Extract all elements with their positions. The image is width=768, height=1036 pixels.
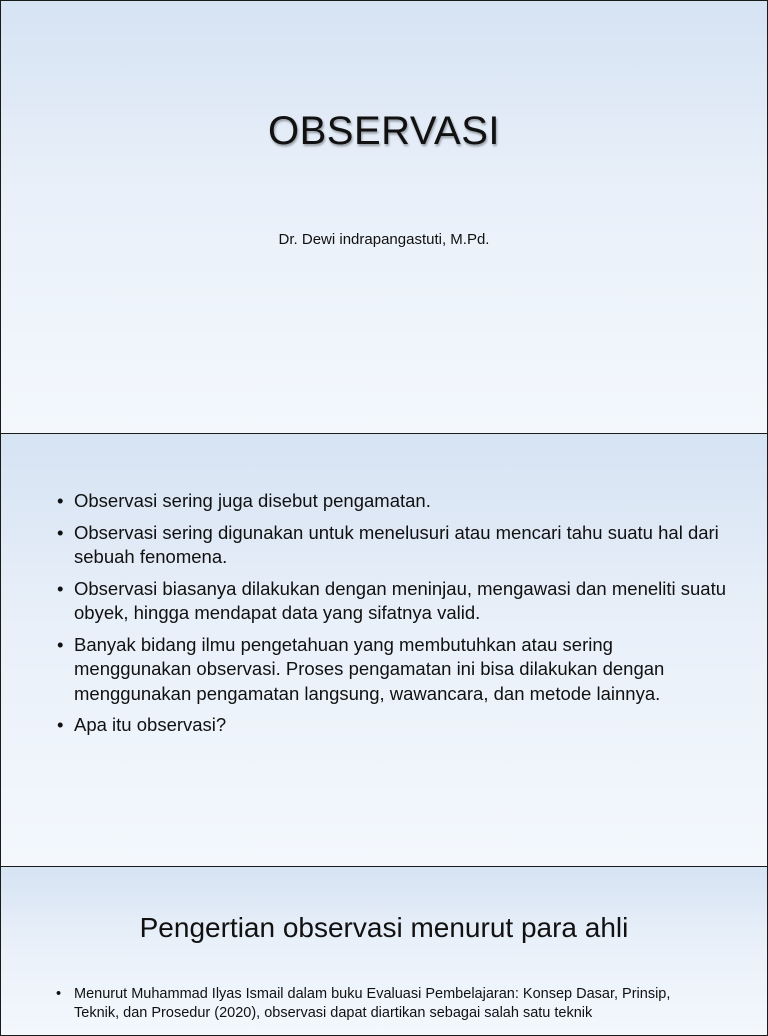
- bullet-text: Banyak bidang ilmu pengetahuan yang membutuhkan atau sering menggunakan observasi. Proses pengamatan ini bisa dilakukan dengan menggunakan pengamatan langsung, wawancara, dan metode lainnya.: [74, 633, 665, 704]
- definition-list: [56, 985, 711, 1023]
- bullet-icon: •: [57, 521, 64, 543]
- slide-bullets: [0, 433, 768, 867]
- definition-item: [56, 985, 711, 1023]
- bullet-icon: •: [57, 633, 64, 655]
- definition-text: Menurut Muhammad Ilyas Ismail dalam buku Evaluasi Pembelajaran: Konsep Dasar, Prinsip, Teknik, dan Prosedur (2020), observasi dapat diartikan sebagai salah satu teknik: [74, 986, 671, 1021]
- slide-definitions-heading: Pengertian observasi menurut para ahli: [139, 912, 629, 943]
- bullet-text: Observasi sering juga disebut pengamatan.: [74, 490, 431, 511]
- bullet-text: Apa itu observasi?: [74, 714, 227, 735]
- bullet-icon: •: [56, 986, 62, 1002]
- bullet-icon: •: [57, 490, 64, 511]
- bullet-item: [57, 713, 727, 738]
- bullet-item: [57, 521, 727, 570]
- bullet-icon: •: [57, 577, 64, 599]
- slide-definitions: [0, 866, 768, 1036]
- bullet-text: Observasi sering digunakan untuk menelusuri atau mencari tahu suatu hal dari sebuah fenomena.: [74, 521, 719, 567]
- slide-author: Dr. Dewi indrapangastuti, M.Pd.: [278, 231, 490, 248]
- bullet-item: [57, 633, 727, 707]
- slide-title: [0, 0, 768, 434]
- bullet-list: [57, 489, 727, 745]
- bullet-icon: •: [57, 714, 64, 735]
- bullet-item: [57, 577, 727, 626]
- bullet-text: Observasi biasanya dilakukan dengan meninjau, mengawasi dan meneliti suatu obyek, hingga mendapat data yang sifatnya valid.: [74, 577, 727, 623]
- slide-title-heading: OBSERVASI: [268, 109, 500, 153]
- bullet-item: [57, 489, 727, 514]
